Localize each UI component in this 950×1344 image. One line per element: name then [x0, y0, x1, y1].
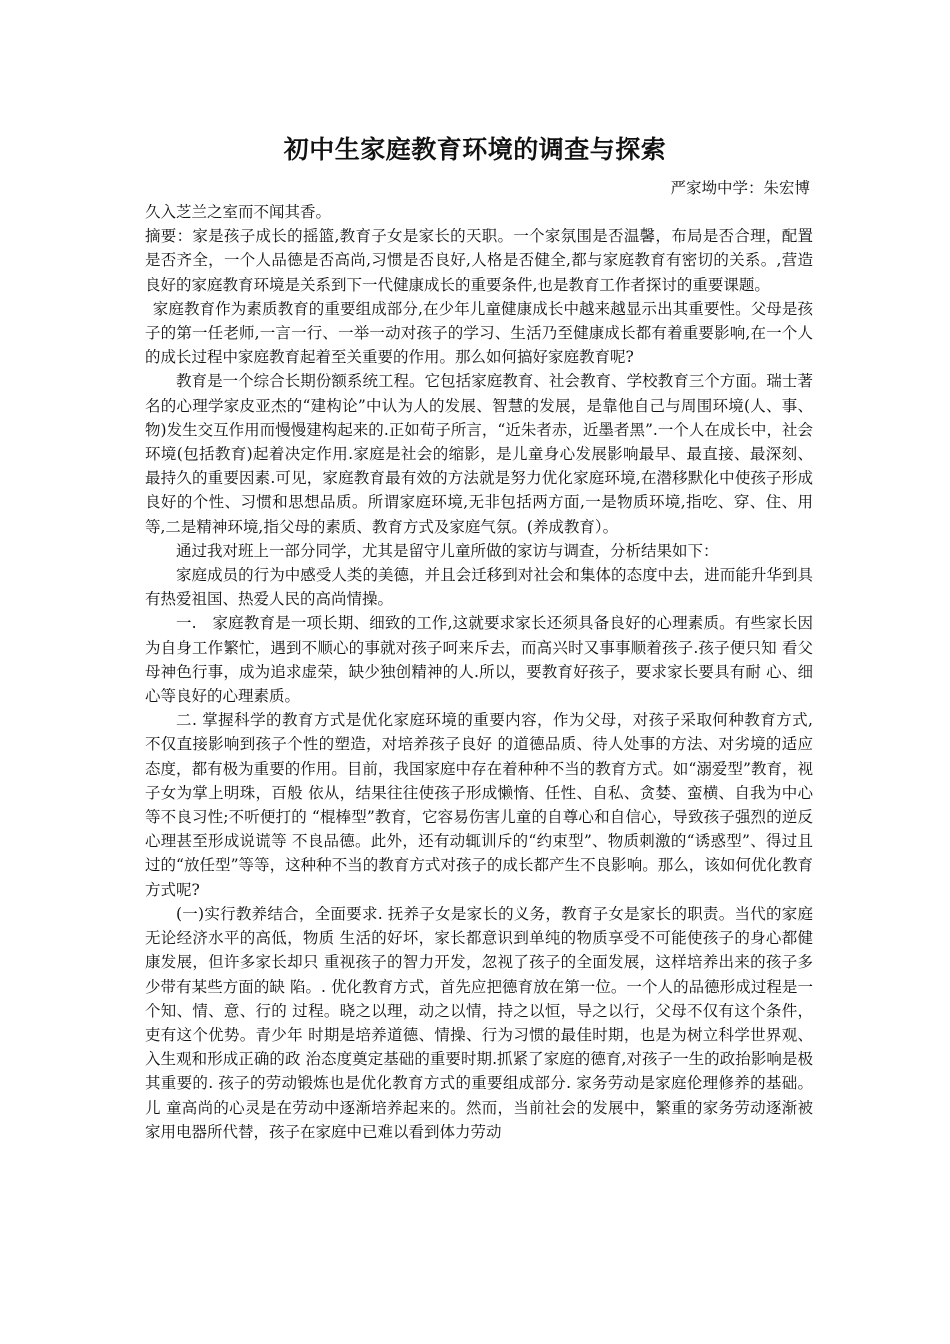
paragraph: 摘要：家是孩子成长的摇篮,教育子女是家长的天职。一个家氛围是否温馨，布局是否合理，配置是否齐全，一个人品德是否高尚,习惯是否良好,人格是否健全,都与家庭教育有密切的关系。,营造良好的家庭教育环境是关系到下一代健康成长的重要条件,也是教育工作者探讨的重要课题。	[145, 227, 813, 294]
paragraph: 家庭教育作为素质教育的重要组成部分,在少年儿童健康成长中越来越显示出其重要性。父母是孩子的第一任老师,一言一行、一举一动对孩子的学习、生活乃至健康成长都有着重要影响,在一个人的成长过程中家庭教育起着至关重要的作用。那么如何搞好家庭教育呢?	[145, 299, 813, 367]
paragraph: 二. 掌握科学的教育方式是优化家庭环境的重要内容，作为父母，对孩子采取何种教育方式, 不仅直接影响到孩子个性的塑造，对培养孩子良好 的道德品质、待人处事的方法、对劣境的适应态度，都有极为重要的作用。目前，我国家庭中存在着种种不当的教育方式。如“溺爱型”教育，视子女为掌上明珠，百般 依从，结果往往使孩子形成懒惰、任性、自私、贪婪、蛮横、自我为中心等不良习性;不听便打的 “棍棒型”教育，它容易伤害儿童的自尊心和自信心，导致孩子强烈的逆反心理甚至形成说谎等 不良品德。此外，还有动辄训斥的“约束型”、物质刺激的“诱惑型”、得过且过的“放任型”等等，这种种不当的教育方式对孩子的成长都产生不良影响。那么，该如何优化教育方式呢?	[145, 711, 813, 899]
author-line: 严家坳中学：朱宏博	[670, 179, 810, 197]
paragraph: (一)实行教养结合，全面要求. 抚养子女是家长的义务，教育子女是家长的职责。当代的家庭无论经济水平的高低，物质 生活的好坏，家长都意识到单纯的物质享受不可能使孩子的身心都健康发展，但许多家长却只 重视孩子的智力开发，忽视了孩子的全面发展，这样培养出来的孩子多少带有某些方面的缺 陷。. 优化教育方式，首先应把德育放在第一位。一个人的品德形成过程是一个知、情、意、行的 过程。晓之以理，动之以情，持之以恒，导之以行，父母不仅有这个条件，吏有这个优势。青少年 时期是培养道德、情操、行为习惯的最佳时期，也是为树立科学世界观、入生观和形成正确的政 治态度奠定基础的重要时期.抓紧了家庭的德育,对孩子一生的政抬影响是极其重要的. 孩子的劳动锻炼也是优化教育方式的重要组成部分. 家务劳动是家庭伦理修养的基础。儿 童高尚的心灵是在劳动中逐渐培养起来的。然而，当前社会的发展中，繁重的家务劳动逐渐被 家用电器所代替，孩子在家庭中已难以看到体力劳动	[145, 904, 813, 1141]
paragraph: 通过我对班上一部分同学，尤其是留守儿童所做的家访与调查，分析结果如下：	[176, 541, 719, 560]
paragraph: 教育是一个综合长期份额系统工程。它包括家庭教育、社会教育、学校教育三个方面。瑞士著名的心理学家皮亚杰的“建构论”中认为人的发展、智慧的发展，是靠他自己与周围环境(人、事、物)发生交互作用而慢慢建构起来的.正如荀子所言，“近朱者赤，近墨者黑”.一个人在成长中，社会环境(包括教育)起着决定作用.家庭是社会的缩影，是儿童身心发展影响最早、最直接、最深刻、最持久的重要因素.可见，家庭教育最有效的方法就是努力优化家庭环境,在潜移默化中使孩子形成良好的个性、习惯和思想品质。所谓家庭环境,无非包括两方面,一是物质环境,指吃、穿、住、用等,二是精神环境,指父母的素质、教育方式及家庭气氛。(养成教育）。	[145, 372, 813, 536]
document-body	[145, 200, 813, 1144]
document-title: 初中生家庭教育环境的调查与探索	[283, 135, 667, 164]
paragraph: 久入芝兰之室而不闻其香。	[145, 203, 332, 221]
paragraph: 家庭成员的行为中感受人类的美德，并且会迁移到对社会和集体的态度中去，进而能升华到具 有热爱祖国、热爱人民的高尚情操。	[145, 566, 813, 609]
paragraph: 一. 家庭教育是一项长期、细致的工作,这就要求家长还须具备良好的心理素质。有些家长因 为自身工作繁忙，遇到不顺心的事就对孩子呵来斥去，而高兴时又事事顺着孩子.孩子便只知 看父母神色行事，成为追求虚荣，缺少独创精神的人.所以，要教育好孩子，要求家长要具有耐 心、细心等良好的心理素质。	[145, 614, 813, 706]
